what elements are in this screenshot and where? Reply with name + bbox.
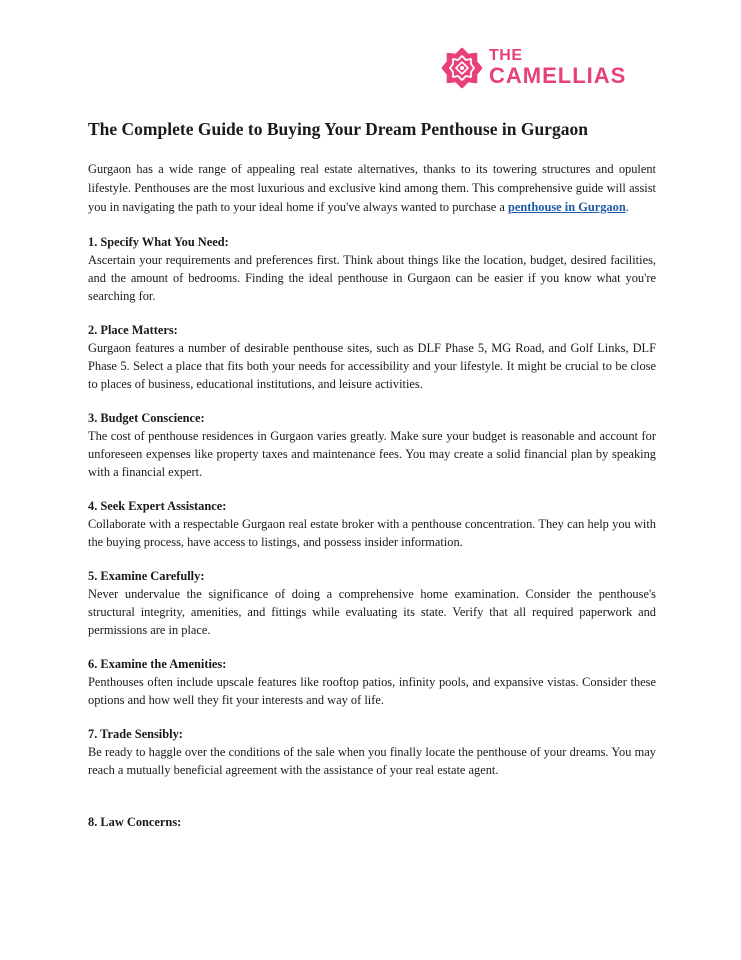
section-heading: 8. Law Concerns: (88, 815, 182, 829)
section-trade-sensibly (88, 725, 656, 779)
camellia-flower-icon (441, 47, 483, 89)
section-expert-assistance (88, 497, 656, 551)
section-body: Penthouses often include upscale features like rooftop patios, infinity pools, and expansive vistas. Consider these options and how well they fit your interests and way of life. (88, 675, 656, 707)
section-heading: 6. Examine the Amenities: (88, 657, 227, 671)
logo-line-the: THE (489, 47, 523, 64)
section-examine-amenities (88, 655, 656, 709)
section-place-matters (88, 321, 656, 393)
logo-wordmark (489, 48, 626, 87)
intro-paragraph (88, 160, 656, 217)
section-body: The cost of penthouse residences in Gurgaon varies greatly. Make sure your budget is reasonable and account for unforeseen expenses like property taxes and maintenance fees. You may create a solid financial plan by speaking with a financial expert. (88, 429, 656, 479)
section-examine-carefully (88, 567, 656, 639)
section-body: Be ready to haggle over the conditions of the sale when you finally locate the penthouse of your dreams. You may reach a mutually beneficial agreement with the assistance of your real estate agent. (88, 745, 656, 777)
penthouse-in-gurgaon-link[interactable]: penthouse in Gurgaon (507, 200, 626, 214)
intro-end: . (625, 200, 629, 214)
section-law-concerns (88, 813, 656, 831)
section-body: Never undervalue the significance of doing a comprehensive home examination. Consider the penthouse's structural integrity, amenities, and fittings while evaluating its state. Verify that all required paperwork and permissions are in place. (88, 587, 656, 637)
section-body: Collaborate with a respectable Gurgaon real estate broker with a penthouse concentration. They can help you with the buying process, have access to listings, and possess insider information. (88, 517, 656, 549)
intro-text: Gurgaon has a wide range of appealing real estate alternatives, thanks to its towering structures and opulent lifestyle. Penthouses are the most luxurious and exclusive kind among them. This comprehensive guide will assist you in navigating the path to your ideal home if you've always wanted to purchase a (88, 162, 656, 214)
section-body: Ascertain your requirements and preferences first. Think about things like the location, budget, desired facilities, and the amount of bedrooms. Finding the ideal penthouse in Gurgaon can be easier if you know what you're searching for. (88, 253, 656, 303)
section-heading: 2. Place Matters: (88, 323, 178, 337)
section-heading: 3. Budget Conscience: (88, 411, 205, 425)
section-heading: 7. Trade Sensibly: (88, 727, 183, 741)
section-heading: 5. Examine Carefully: (88, 569, 205, 583)
section-specify-needs (88, 233, 656, 305)
camellias-logo (441, 44, 651, 94)
section-heading: 1. Specify What You Need: (88, 235, 229, 249)
section-body: Gurgaon features a number of desirable penthouse sites, such as DLF Phase 5, MG Road, and Golf Links, DLF Phase 5. Select a place that fits both your needs for accessibility and your lifestyle. It might be crucial to be close to places of business, educational institutions, and leisure activities. (88, 341, 656, 391)
section-budget-conscience (88, 409, 656, 481)
document-title: The Complete Guide to Buying Your Dream Penthouse in Gurgaon (88, 119, 588, 139)
section-heading: 4. Seek Expert Assistance: (88, 499, 227, 513)
document-page (88, 118, 656, 831)
logo-line-camellias: CAMELLIAS (489, 63, 627, 88)
